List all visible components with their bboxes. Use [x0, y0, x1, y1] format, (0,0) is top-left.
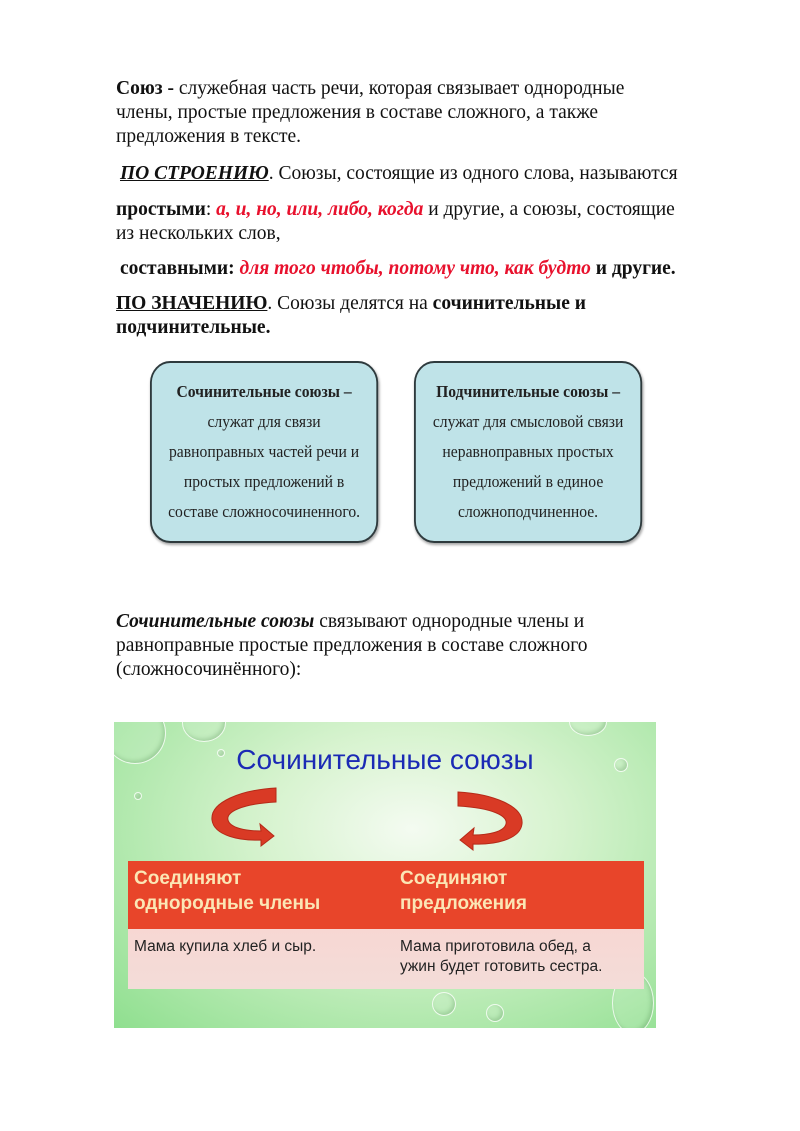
meaning-paragraph — [116, 292, 586, 340]
header-line: Соединяют — [400, 868, 508, 889]
example-line: ужин будет готовить сестра. — [400, 958, 603, 975]
slide-title: Сочинительные союзы — [236, 744, 534, 775]
structure-heading: ПО СТРОЕНИЮ — [120, 163, 269, 184]
card-line: неравноправных простых — [442, 442, 614, 461]
example-line: Мама купила хлеб и сыр. — [134, 938, 317, 955]
card-title: Подчинительные союзы – — [436, 382, 621, 401]
card-line: сложноподчиненное. — [458, 502, 599, 521]
definition-paragraph — [116, 77, 624, 149]
coordinating-paragraph — [116, 610, 587, 682]
curved-arrow-left-icon — [206, 784, 286, 850]
table-row — [128, 929, 644, 989]
coordinating-text-2: равноправные простые предложения в составе сложного — [116, 635, 588, 656]
bubble-decoration — [134, 792, 142, 800]
example-line: Мама приготовила обед, а — [400, 938, 591, 955]
bubble-decoration — [569, 722, 607, 736]
structure-line-1 — [120, 162, 678, 186]
simple-colon: : — [205, 199, 217, 220]
coordinating-term: Сочинительные союзы — [116, 611, 315, 632]
definition-term: Союз - — [116, 78, 174, 99]
header-line: Соединяют — [134, 868, 242, 889]
structure-compound — [120, 257, 676, 281]
table-header-cell — [128, 861, 386, 929]
structure-line-3: из нескольких слов, — [116, 223, 281, 244]
structure-simple — [116, 198, 675, 246]
simple-examples: а, и, но, или, либо, когда — [216, 199, 424, 220]
bubble-decoration — [182, 722, 226, 742]
table-cell — [128, 929, 386, 989]
simple-rest: и другие, а союзы, состоящие — [423, 199, 675, 220]
compound-rest: и другие. — [590, 258, 676, 279]
meaning-bold-1: сочинительные и — [432, 293, 586, 314]
meaning-heading: ПО ЗНАЧЕНИЮ — [116, 293, 268, 314]
compound-examples: для того чтобы, потому что, как будто — [239, 258, 591, 279]
table-cell — [386, 929, 644, 989]
header-line: однородные члены — [134, 893, 321, 914]
card-line: простых предложений в — [183, 472, 345, 491]
header-line: предложения — [400, 893, 527, 914]
curved-arrow-right-icon — [448, 788, 528, 854]
bubble-decoration — [432, 992, 456, 1016]
simple-label: простыми — [116, 199, 206, 220]
definition-text: служебная часть речи, которая связывает однородные — [173, 78, 625, 99]
card-line: предложений в единое — [452, 472, 604, 491]
card-title: Сочинительные союзы – — [176, 382, 352, 401]
definition-text-3: предложения в тексте. — [116, 126, 302, 147]
coordinating-text-3: (сложносочинённого): — [116, 659, 302, 680]
meaning-bold-2: подчинительные. — [116, 317, 271, 338]
coordinating-card — [150, 361, 378, 543]
definition-text-2: члены, простые предложения в составе сложного, а также — [116, 102, 599, 123]
card-line: равноправных частей речи и — [168, 442, 360, 461]
slide-table — [128, 861, 644, 989]
compound-label: составными: — [120, 258, 240, 279]
meaning-text: . Союзы делятся на — [267, 293, 433, 314]
subordinating-card — [414, 361, 642, 543]
card-line: служат для связи — [207, 412, 321, 431]
coordinating-text: связывают однородные члены и — [314, 611, 585, 632]
structure-text: . Союзы, состоящие из одного слова, называются — [268, 163, 678, 184]
coordinating-slide-image — [114, 722, 656, 1028]
table-header-row — [128, 861, 644, 929]
bubble-decoration — [486, 1004, 504, 1022]
table-header-cell — [386, 861, 644, 929]
card-line: составе сложносочиненного. — [168, 502, 361, 521]
card-line: служат для смысловой связи — [432, 412, 624, 431]
